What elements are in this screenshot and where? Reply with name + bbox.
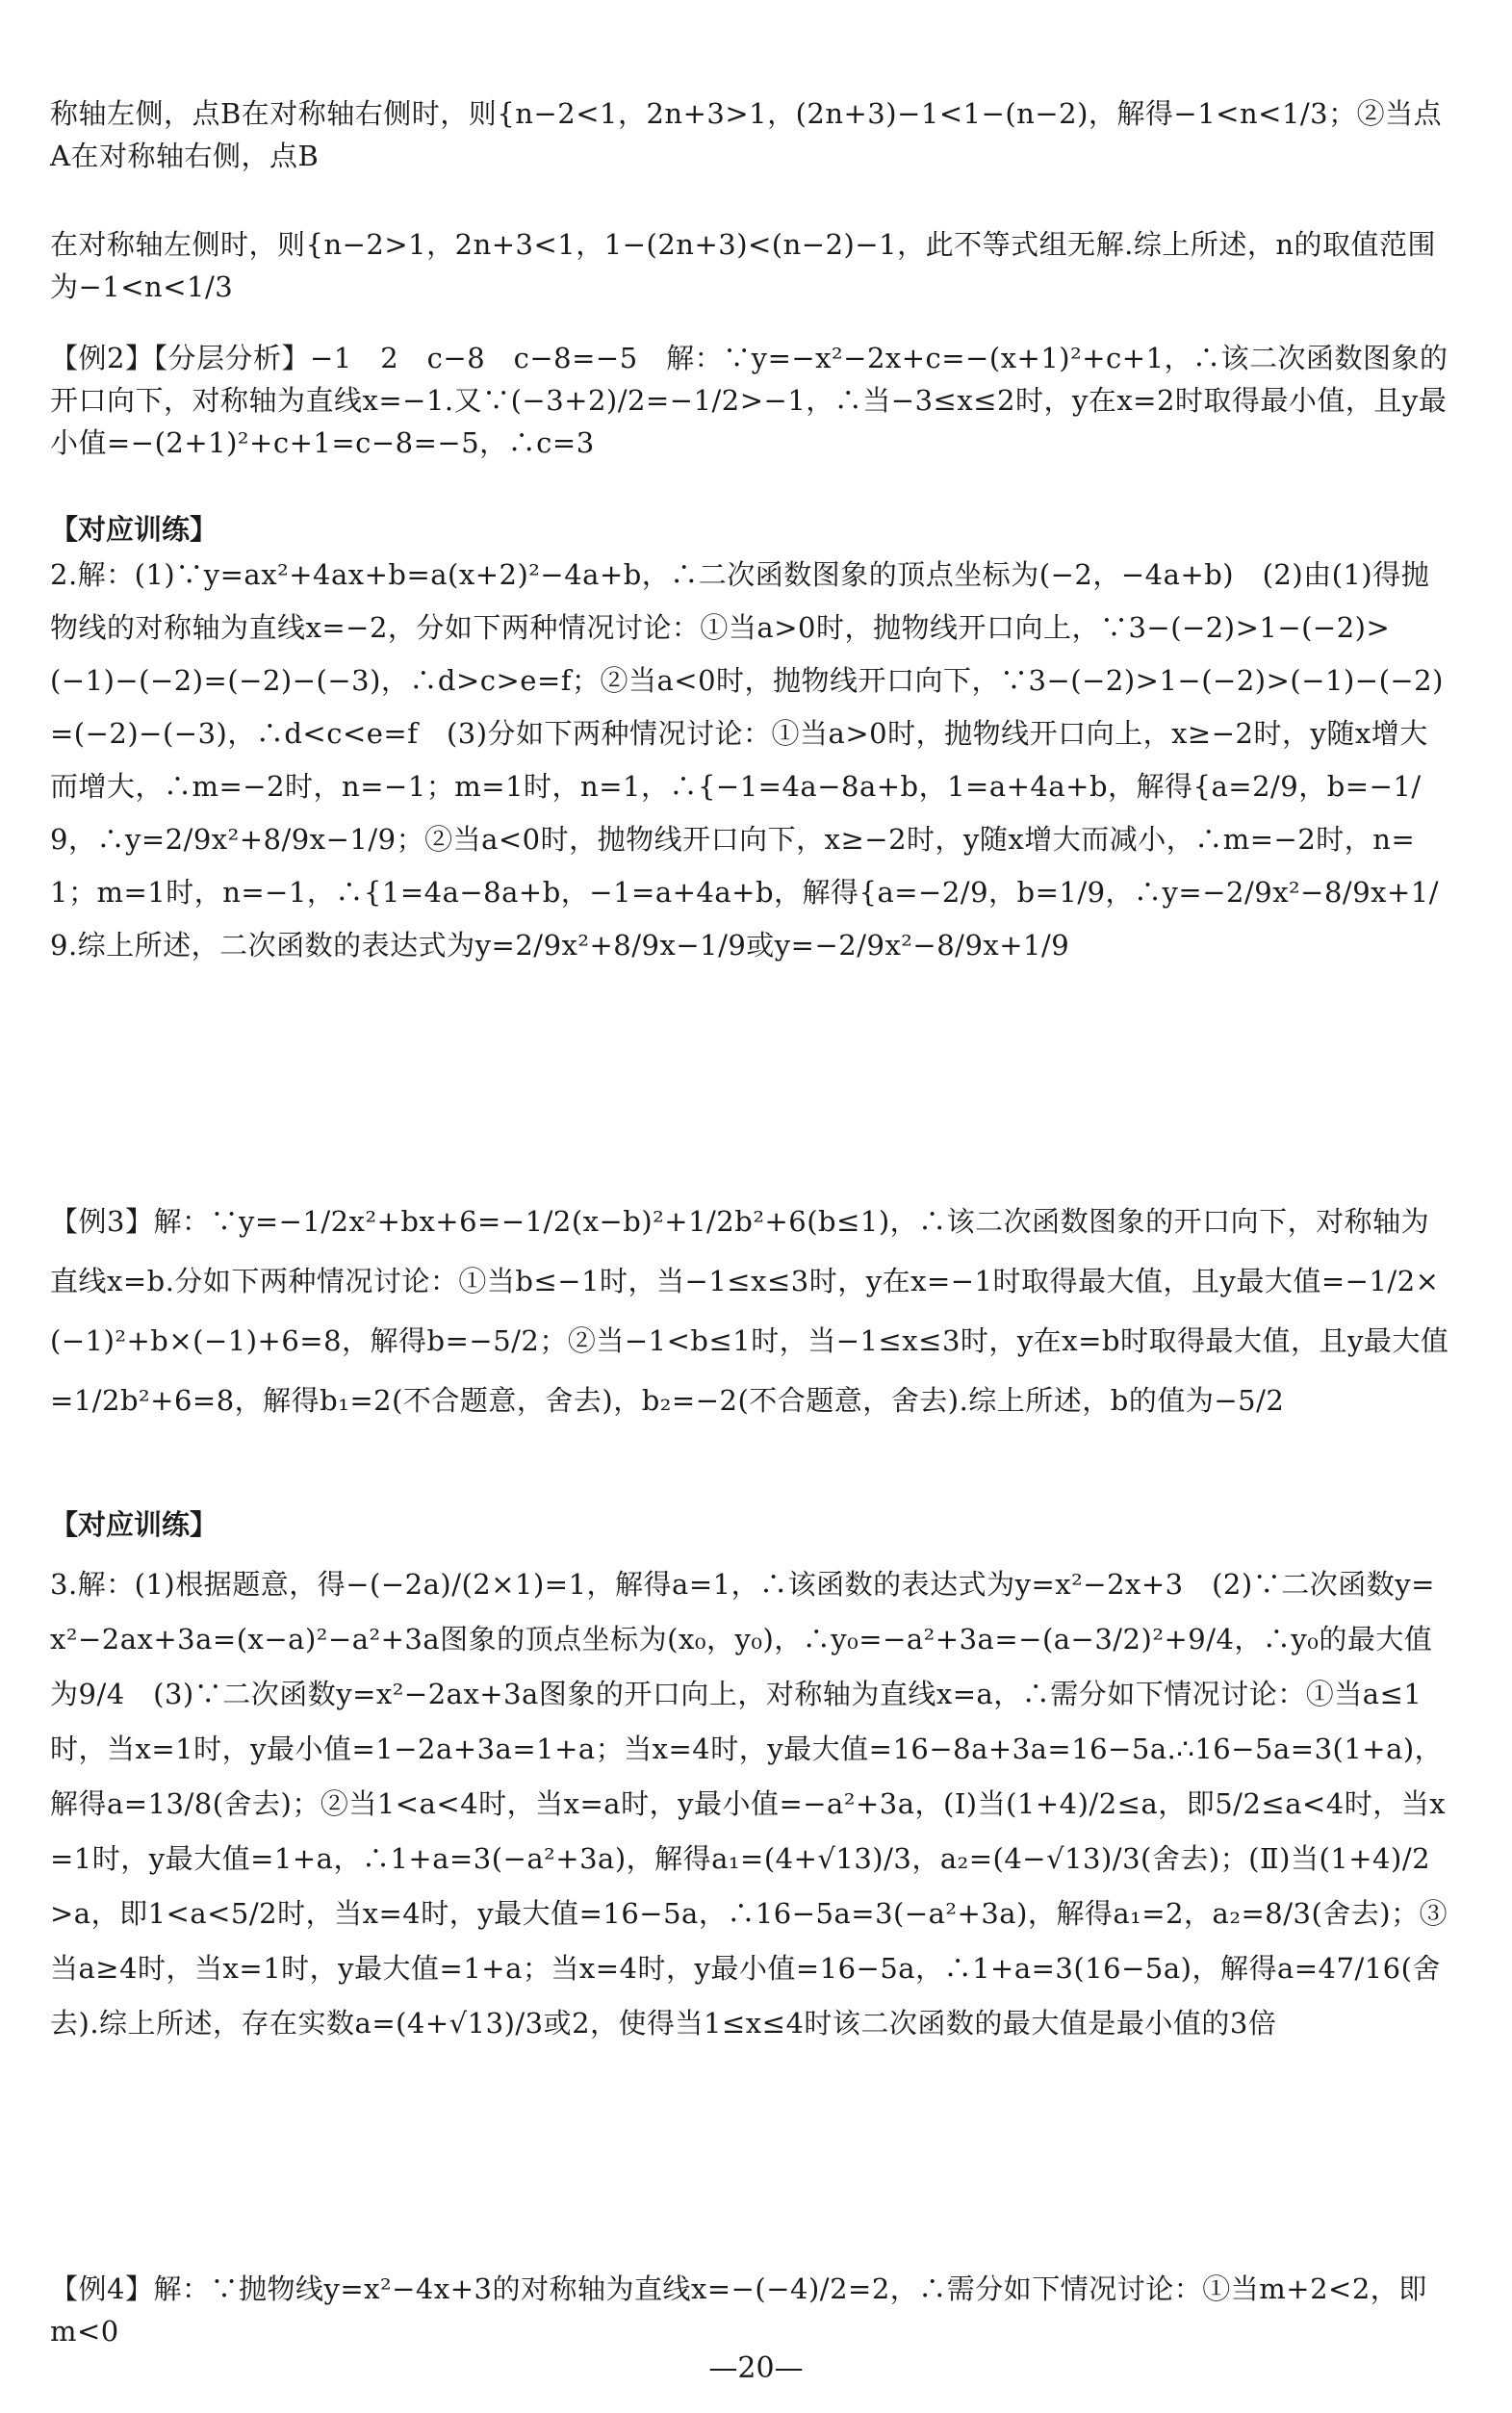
paragraph-example-3: 【例3】解：∵y=−1/2x²+bx+6=−1/2(x−b)²+1/2b²+6(b≤1)，∴该二次函数图象的开口向下，对称轴为直线x=b.分如下两种情况讨论：①当b≤−1时，当−1≤x≤3时，y在x=−1时取得最大值，且y最大值=−1/2×(−1)²+b×(−1)+6=8，解得b=−5/2；②当−1<b≤1时，当−1≤x≤3时，y在x=b时取得最大值，且y最大值=1/2b²+6=8，解得b₁=2(不合题意，舍去)，b₂=−2(不合题意，舍去).综上所述，b的值为−5/2 (50, 1205, 1449, 1417)
paragraph-example-4: 【例4】解：∵抛物线y=x²−4x+3的对称轴为直线x=−(−4)/2=2，∴需分如下情况讨论：①当m+2<2，即m<0 (50, 2272, 1427, 2348)
page-number: —20— (708, 2351, 804, 2385)
paragraph-case-1: 称轴左侧，点B在对称轴右侧时，则{n−2<1，2n+3>1，(2n+3)−1<1−(n−2)，解得−1<n<1/3；②当点A在对称轴右侧，点B (50, 97, 1443, 172)
paragraph-case-2: 在对称轴左侧时，则{n−2>1，2n+3<1，1−(2n+3)<(n−2)−1，此不等式组无解.综上所述，n的取值范围为−1<n<1/3 (50, 228, 1437, 303)
paragraph-exercise-2: 2.解：(1)∵y=ax²+4ax+b=a(x+2)²−4a+b，∴二次函数图象的顶点坐标为(−2，−4a+b) (2)由(1)得抛物线的对称轴为直线x=−2，分如下两种情况讨论：①当a>0时，抛物线开口向上，∵3−(−2)>1−(−2)>(−1)−(−2)=(−2)−(−3)，∴d>c>e=f；②当a<0时，抛物线开口向下，∵3−(−2)>1−(−2)>(−1)−(−2)=(−2)−(−3)，∴d<c<e=f (3)分如下两种情况讨论：①当a>0时，抛物线开口向上，x≥−2时，y随x增大而增大，∴m=−2时，n=−1；m=1时，n=1，∴{−1=4a−8a+b，1=a+4a+b，解得{a=2/9，b=−1/9，∴y=2/9x²+8/9x−1/9；②当a<0时，抛物线开口向下，x≥−2时，y随x增大而减小，∴m=−2时，n=1；m=1时，n=−1，∴{1=4a−8a+b，−1=a+4a+b，解得{a=−2/9，b=1/9，∴y=−2/9x²−8/9x+1/9.综上所述，二次函数的表达式为y=2/9x²+8/9x−1/9或y=−2/9x²−8/9x+1/9 (50, 558, 1444, 962)
section-heading-practice-2: 【对应训练】 (50, 1508, 218, 1541)
paragraph-exercise-3: 3.解：(1)根据题意，得−(−2a)/(2×1)=1，解得a=1，∴该函数的表达式为y=x²−2x+3 (2)∵二次函数y=x²−2ax+3a=(x−a)²−a²+3a图象的顶点坐标为(x₀，y₀)，∴y₀=−a²+3a=−(a−3/2)²+9/4，∴y₀的最大值为9/4 (3)∵二次函数y=x²−2ax+3a图象的开口向上，对称轴为直线x=a，∴需分如下情况讨论：①当a≤1时，当x=1时，y最小值=1−2a+3a=1+a；当x=4时，y最大值=16−8a+3a=16−5a.∴16−5a=3(1+a)，解得a=13/8(舍去)；②当1<a<4时，当x=a时，y最小值=−a²+3a，(Ⅰ)当(1+4)/2≤a，即5/2≤a<4时，当x=1时，y最大值=1+a，∴1+a=3(−a²+3a)，解得a₁=(4+√13)/3，a₂=(4−√13)/3(舍去)；(Ⅱ)当(1+4)/2>a，即1<a<5/2时，当x=4时，y最大值=16−5a，∴16−5a=3(−a²+3a)，解得a₁=2，a₂=8/3(舍去)；③当a≥4时，当x=1时，y最大值=1+a；当x=4时，y最小值=16−5a，∴1+a=3(16−5a)，解得a=47/16(舍去).综上所述，存在实数a=(4+√13)/3或2，使得当1≤x≤4时该二次函数的最大值是最小值的3倍 (50, 1568, 1448, 2040)
paragraph-example-2: 【例2】【分层分析】−1 2 c−8 c−8=−5 解：∵y=−x²−2x+c=−(x+1)²+c+1，∴该二次函数图象的开口向下，对称轴为直线x=−1.又∵(−3+2)/2=−1/2>−1，∴当−3≤x≤2时，y在x=2时取得最小值，且y最小值=−(2+1)²+c+1=c−8=−5，∴c=3 (50, 342, 1448, 459)
section-heading-practice: 【对应训练】 (50, 513, 218, 546)
